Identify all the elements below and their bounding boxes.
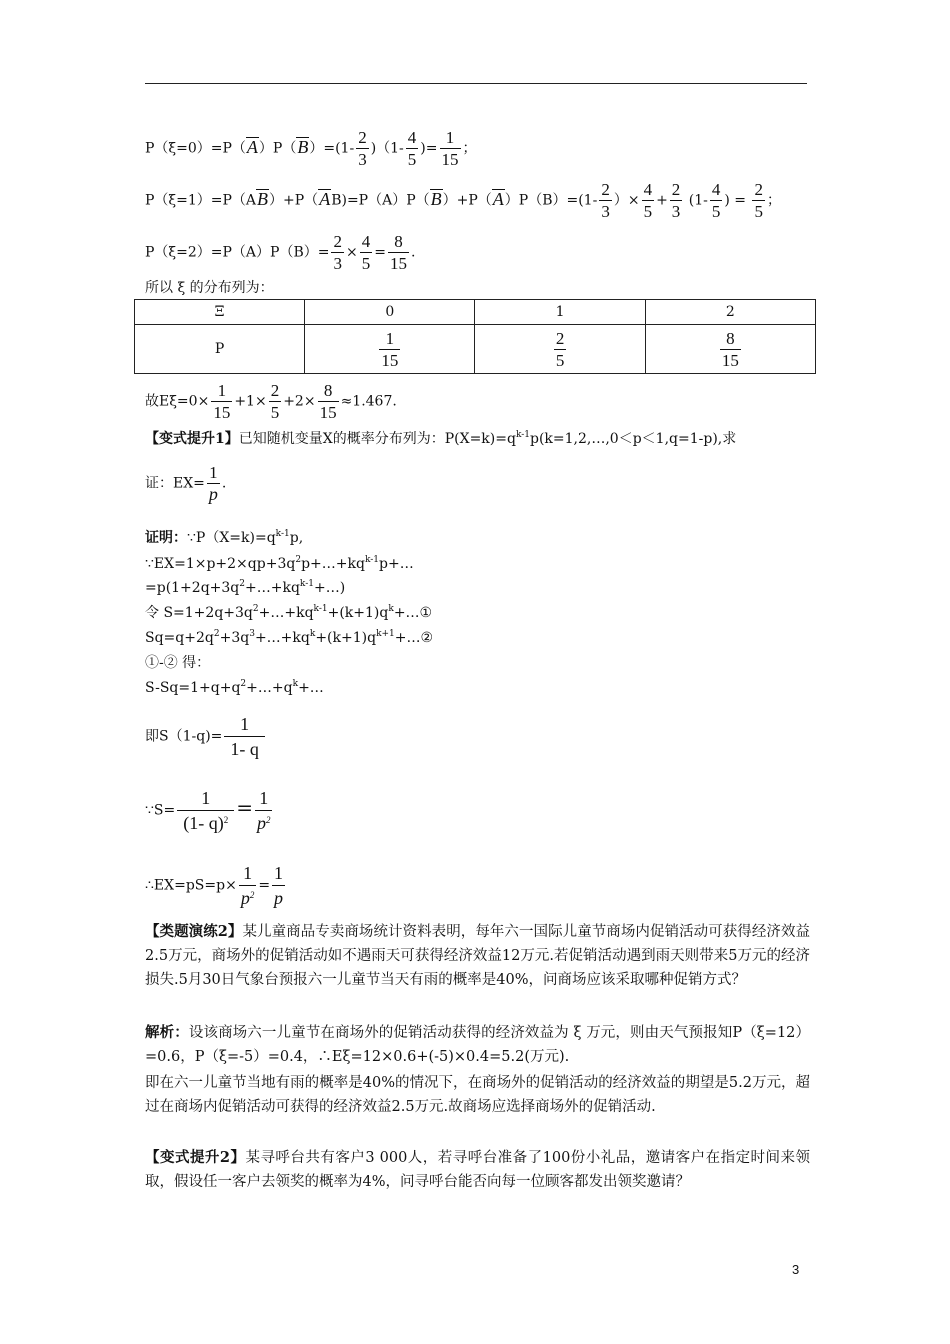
distribution-table xyxy=(134,299,816,374)
proof-line3: $=p(1+2q+3q^2+\dots+kq^{k-1}+\dots)$ xyxy=(145,579,346,596)
proof-line8: 即S（1-q)= $\frac{1}{1- q}$ xyxy=(145,712,267,761)
table-cell: 0 xyxy=(305,300,475,325)
fraction: $\frac{8}{15}$ xyxy=(389,232,407,273)
fraction: $\frac{4}{5}$ xyxy=(407,128,417,169)
table-cell: 1 xyxy=(475,300,645,325)
table-row xyxy=(135,300,816,325)
table-row xyxy=(135,325,816,374)
table-cell: 2 xyxy=(645,300,815,325)
analysis: 解析：设该商场六一儿童节在商场外的促销活动获得的经济效益为 ξ 万元，则由天气预报知P（ξ=12）=0.6，P（ξ=-5）=0.4，∴Eξ=12×0.6+(-5)×0.4=5.2(万元). xyxy=(145,1024,811,1065)
proof-line5: $Sq=q+2q^2+3q^3+\dots+kq^k+(k+1)q^{k+1}+\dots ②$ xyxy=(145,629,434,646)
intro-text: 所以 ξ 的分布列为： xyxy=(145,280,274,296)
proof-line9: ∵S= $\frac{1}{(1- q)^2}$ = $\frac{1}{p^2}$ xyxy=(145,788,271,833)
fraction: $\frac{2}{3}$ xyxy=(358,128,367,169)
table-cell: $\frac{1}{15}$ xyxy=(305,325,475,374)
proof-line2: $\because EX=1\times p+2\times qp+3q^2p+\dots+kq^{k-1}p+\dots$ xyxy=(145,555,414,572)
variant1-line1: 【变式提升1】已知随机变量X的概率分布列为：$P(X=k)=q^{k-1}p(k=1,2,\dots,0<p<1,q=1-p)$,求 xyxy=(145,430,737,447)
variant2: 【变式提升2】某寻呼台共有客户3 000人，若寻呼台准备了100份小礼品，邀请客户在指定时间来领取，假设任一客户去领奖的概率为4%，问寻呼台能否向每一位顾客都发出领奖邀请？ xyxy=(145,1149,811,1190)
eq-p1: P（ξ=1）=P（AB）+P（AB)=P（A）P（B）+P（A）P（B）=(1- $\frac{2}{3}$ ）× $\frac{4}{5}$ + $\frac{2}{3}$ (1- $\frac{4}{5}$ ) = $\frac{2}{5}$ ； xyxy=(145,180,781,221)
fraction: $\frac{2}{3}$ xyxy=(333,232,342,273)
proof-line7: $S-Sq=1+q+q^2+\dots+q^k+\dots$ xyxy=(145,679,324,696)
fraction: $\frac{2}{3}$ xyxy=(671,180,681,221)
table-cell: P xyxy=(135,325,305,374)
proof-line4: 令 $S=1+2q+3q^2+\dots+kq^{k-1}+(k+1)q^k+\dots ①$ xyxy=(145,604,433,621)
fraction: $\frac{2}{3}$ xyxy=(601,180,610,221)
analysis-conclusion: 即在六一儿童节当地有雨的概率是40%的情况下，在商场外的促销活动的经济效益的期望是5.2万元，超过在商场内促销活动可获得的经济效益2.5万元.故商场应选择商场外的促销活动. xyxy=(145,1075,810,1115)
table-cell: $\frac{8}{15}$ xyxy=(645,325,815,374)
fraction: $\frac{4}{5}$ xyxy=(361,232,371,273)
fraction: $\frac{2}{5}$ xyxy=(754,180,763,221)
variant1-line2: 证：EX= $\frac{1}{p}$ . xyxy=(145,463,227,504)
fraction: $\frac{1}{15}$ xyxy=(441,128,459,169)
proof-line10: ∴EX=pS=p× $\frac{1}{p^2}$ = $\frac{1}{p}$ xyxy=(145,863,284,908)
eq-p0: P（ξ=0）=P（A）P（B）=(1- $\frac{2}{3}$ )（1- $\frac{4}{5}$ )= $\frac{1}{15}$ ； xyxy=(145,128,477,169)
expectation: 故Eξ=0× $\frac{1}{15}$ +1× $\frac{2}{5}$ +2× $\frac{8}{15}$ ≈1.467. xyxy=(145,381,397,422)
fraction: $\frac{4}{5}$ xyxy=(643,180,653,221)
header-rule xyxy=(145,83,807,84)
fraction: $\frac{4}{5}$ xyxy=(711,180,721,221)
exercise2: 【类题演练2】某儿童商品专卖商场统计资料表明，每年六一国际儿童节商场内促销活动可获得经济效益2.5万元，商场外的促销活动如不遇雨天可获得经济效益12万元.若促销活动遇到雨天则带来5万元的经济损失.5月30日气象台预报六一儿童节当天有雨的概率是40%，问商场应该采取哪种促销方式？ xyxy=(145,923,810,988)
table-cell: $\frac{2}{5}$ xyxy=(475,325,645,374)
proof-line1: 证明：$\because P(X=k)=q^{k-1}p$, xyxy=(145,529,304,546)
table-cell: Ξ xyxy=(135,300,305,325)
eq-p2: P（ξ=2）=P（A）P（B）= $\frac{2}{3}$ × $\frac{4}{5}$ = $\frac{8}{15}$ . xyxy=(145,232,416,273)
proof-line6: ①-② 得： xyxy=(145,655,211,671)
page-number: 3 xyxy=(792,1262,800,1277)
